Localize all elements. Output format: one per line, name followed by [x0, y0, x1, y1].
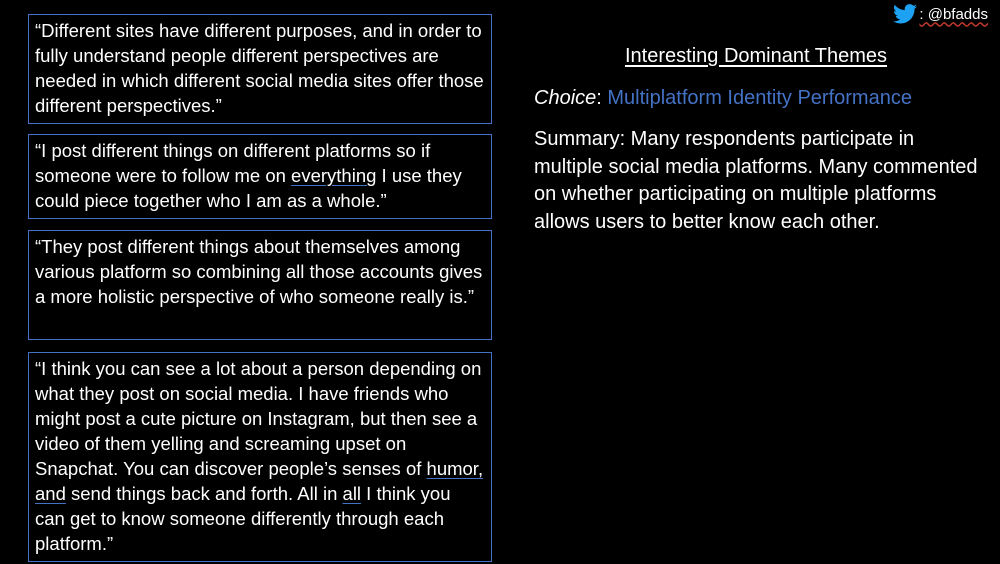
quote-2-text-start: “I post different things on different platforms so if someone were to follow me on	[35, 140, 431, 186]
quote-4-text-end: I think you can get to know someone differently through each platform.”	[35, 483, 451, 554]
quote-box-4	[28, 352, 492, 562]
quote-1-text: “Different sites have different purposes, and in order to fully understand people different perspectives are needed in which different social media sites offer those different perspectives.”	[35, 20, 484, 116]
twitter-handle-text: : @bfadds	[919, 5, 988, 23]
quote-2-text-end: I use they could piece together who I am as a whole.”	[35, 165, 462, 211]
themes-heading: Interesting Dominant Themes	[625, 45, 887, 67]
quote-4-underlined-humor: humor, and	[35, 458, 484, 504]
choice-value: Multiplatform Identity Performance	[607, 87, 912, 109]
choice-label: Choice	[534, 87, 597, 109]
quote-3-text: “They post different things about themselves among various platform so combining all those accounts gives a more holistic perspective of who someone really is.”	[35, 236, 483, 307]
quote-4-underlined-all: all	[342, 483, 362, 504]
quote-2-underlined-word: everything	[291, 165, 377, 186]
twitter-bird-icon	[893, 4, 917, 24]
choice-line	[534, 87, 912, 110]
quote-box-3	[28, 230, 492, 340]
quote-box-2	[28, 134, 492, 219]
quote-4-text-middle: send things back and forth. All in	[65, 483, 343, 504]
summary-text: Summary: Many respondents participate in multiple social media platforms. Many commented on whether participating on multiple platforms allows users to better know each other.	[534, 128, 978, 233]
quote-box-1	[28, 14, 492, 124]
choice-separator: :	[596, 87, 608, 109]
quote-4-text-start: “I think you can see a lot about a person depending on what they post on social media. I have friends who might post a cute picture on Instagram, but then see a video of them yelling and screaming upset on Snapchat. You can discover people’s senses of	[35, 358, 482, 479]
twitter-handle	[893, 4, 988, 24]
